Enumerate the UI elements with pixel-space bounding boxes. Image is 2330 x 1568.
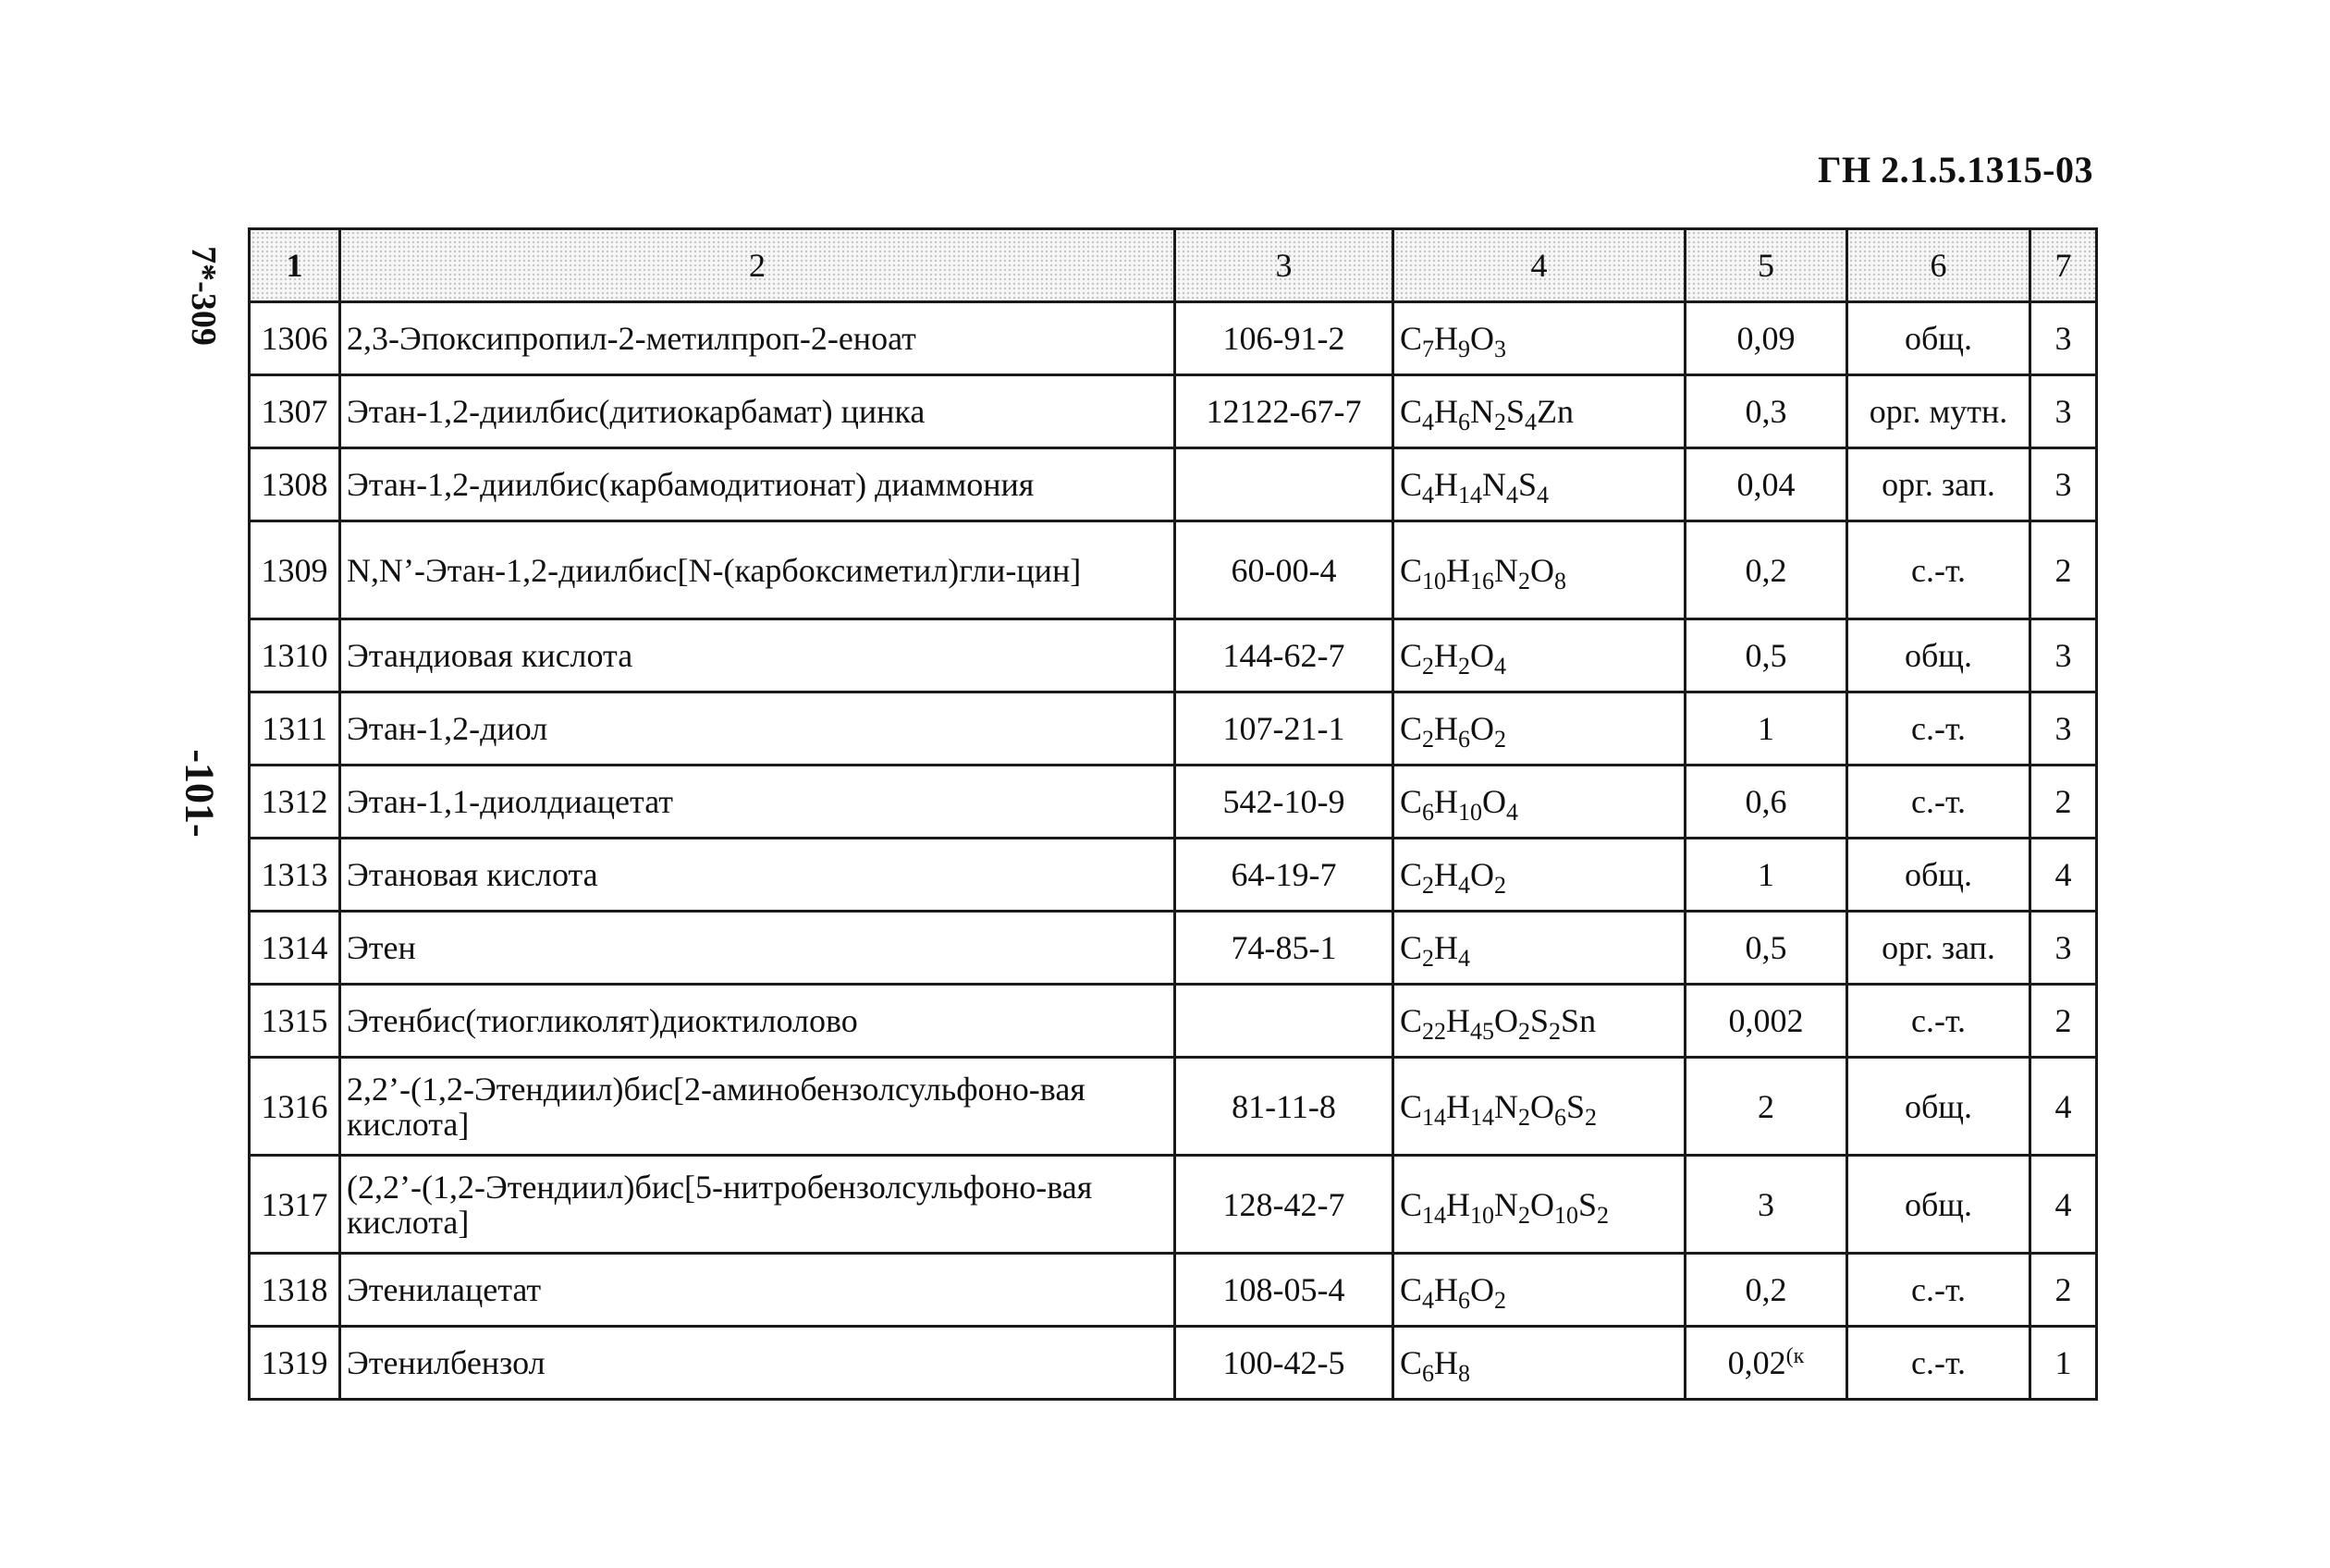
chemical-formula (1393, 985, 1686, 1058)
chemical-formula (1393, 839, 1686, 912)
cas-number: 74-85-1 (1175, 912, 1393, 985)
hazard-class: 3 (2030, 302, 2097, 375)
chemical-formula (1393, 521, 1686, 619)
formula-subscript: 8 (1554, 567, 1567, 594)
formula-element: O (1470, 856, 1495, 893)
formula-subscript: 4 (1422, 409, 1435, 435)
limiting-indicator: орг. зап. (1847, 448, 2030, 521)
formula-element: C (1400, 1344, 1423, 1381)
limiting-indicator: с.-т. (1847, 1327, 2030, 1400)
row-number: 1307 (250, 375, 340, 448)
value-text: 0,5 (1745, 929, 1787, 966)
formula-subscript: 14 (1458, 482, 1483, 508)
formula-subscript: 2 (1585, 1103, 1598, 1131)
cas-number: 81-11-8 (1175, 1058, 1393, 1156)
formula-element: Zn (1537, 393, 1575, 430)
formula-subscript: 2 (1494, 409, 1507, 435)
formula-subscript: 6 (1458, 726, 1471, 753)
cas-number: 542-10-9 (1175, 766, 1393, 839)
substance-name: (2,2’-(1,2-Этендиил)бис[5-нитробензолсульфоно-вая кислота] (340, 1156, 1175, 1254)
column-header: 3 (1175, 229, 1393, 302)
table-header-row (250, 229, 2097, 302)
formula-element: H (1446, 1185, 1471, 1223)
row-number: 1309 (250, 521, 340, 619)
value-text: 1 (1758, 710, 1774, 747)
formula-subscript: 14 (1422, 1103, 1447, 1131)
formula-element: Sn (1561, 1002, 1597, 1039)
formula-element: S (1566, 1087, 1586, 1125)
substance-name: Этан-1,2-диилбис(карбамодитионат) диаммония (340, 448, 1175, 521)
formula-element: N (1470, 393, 1495, 430)
value-text: 0,002 (1728, 1002, 1804, 1039)
formula-element: H (1434, 783, 1459, 820)
value-text: 0,02 (1727, 1344, 1786, 1381)
concentration-value (1686, 521, 1847, 619)
cas-number: 144-62-7 (1175, 619, 1393, 692)
table-row (250, 375, 2097, 448)
side-code: 7*-309 (184, 246, 223, 346)
concentration-value (1686, 692, 1847, 766)
table-row (250, 1058, 2097, 1156)
row-number: 1306 (250, 302, 340, 375)
formula-subscript: 4 (1506, 482, 1519, 508)
formula-element: S (1506, 393, 1526, 430)
column-header: 6 (1847, 229, 2030, 302)
value-text: 2 (1758, 1087, 1774, 1125)
hazard-class: 3 (2030, 375, 2097, 448)
formula-subscript: 4 (1458, 945, 1471, 972)
formula-element: C (1400, 1271, 1423, 1308)
chemical-formula (1393, 619, 1686, 692)
formula-element: O (1530, 1087, 1555, 1125)
formula-element: S (1518, 466, 1538, 503)
concentration-value (1686, 985, 1847, 1058)
formula-subscript: 2 (1494, 1287, 1507, 1314)
table-row (250, 302, 2097, 375)
chemical-formula (1393, 766, 1686, 839)
limiting-indicator: общ. (1847, 839, 2030, 912)
formula-subscript: 4 (1422, 1287, 1435, 1314)
formula-element: S (1578, 1185, 1598, 1223)
substance-name: Этандиовая кислота (340, 619, 1175, 692)
limiting-indicator: общ. (1847, 1058, 2030, 1156)
substance-name: Этан-1,1-диолдиацетат (340, 766, 1175, 839)
table-body (250, 302, 2097, 1400)
cas-number (1175, 985, 1393, 1058)
formula-element: C (1400, 710, 1423, 747)
formula-element: N (1494, 1087, 1519, 1125)
value-text: 0,2 (1745, 551, 1787, 589)
formula-element: C (1400, 393, 1423, 430)
row-number: 1316 (250, 1058, 340, 1156)
limiting-indicator: с.-т. (1847, 692, 2030, 766)
formula-element: C (1400, 320, 1423, 357)
substance-name: Этановая кислота (340, 839, 1175, 912)
limiting-indicator: с.-т. (1847, 766, 2030, 839)
formula-subscript: 2 (1422, 872, 1435, 899)
chemical-formula (1393, 1327, 1686, 1400)
table-row (250, 521, 2097, 619)
formula-element: H (1434, 1344, 1459, 1381)
formula-subscript: 2 (1518, 1201, 1531, 1229)
concentration-value (1686, 1156, 1847, 1254)
concentration-value (1686, 619, 1847, 692)
formula-subscript: 9 (1458, 336, 1471, 362)
formula-subscript: 4 (1422, 482, 1435, 508)
formula-element: H (1446, 1087, 1471, 1125)
substance-name: 2,3-Эпоксипропил-2-метилпроп-2-еноат (340, 302, 1175, 375)
hazard-class: 4 (2030, 1156, 2097, 1254)
table-row (250, 1156, 2097, 1254)
formula-element: H (1434, 1271, 1459, 1308)
chemical-formula (1393, 692, 1686, 766)
formula-subscript: 3 (1494, 336, 1507, 362)
row-number: 1308 (250, 448, 340, 521)
formula-element: C (1400, 856, 1423, 893)
formula-subscript: 2 (1518, 1018, 1531, 1045)
hazard-class: 3 (2030, 448, 2097, 521)
chemical-formula (1393, 1254, 1686, 1327)
formula-subscript: 2 (1597, 1201, 1610, 1229)
page-number: -101- (177, 749, 223, 838)
concentration-value (1686, 375, 1847, 448)
cas-number: 64-19-7 (1175, 839, 1393, 912)
formula-subscript: 2 (1518, 1103, 1531, 1131)
formula-element: O (1470, 710, 1495, 747)
limiting-indicator: общ. (1847, 1156, 2030, 1254)
limiting-indicator: с.-т. (1847, 985, 2030, 1058)
formula-element: N (1494, 551, 1519, 589)
formula-element: O (1494, 1002, 1519, 1039)
formula-element: O (1470, 320, 1495, 357)
formula-subscript: 2 (1518, 567, 1531, 594)
table-row (250, 692, 2097, 766)
value-text: 1 (1758, 856, 1774, 893)
formula-subscript: 2 (1494, 872, 1507, 899)
row-number: 1310 (250, 619, 340, 692)
value-text: 0,5 (1745, 637, 1787, 674)
hazard-class: 2 (2030, 1254, 2097, 1327)
formula-subscript: 4 (1506, 799, 1519, 826)
formula-element: O (1482, 783, 1507, 820)
formula-subscript: 4 (1525, 409, 1538, 435)
hazard-class: 3 (2030, 912, 2097, 985)
formula-element: O (1530, 1185, 1555, 1223)
table-row (250, 985, 2097, 1058)
hazard-class: 1 (2030, 1327, 2097, 1400)
formula-subscript: 10 (1422, 567, 1447, 594)
formula-subscript: 45 (1470, 1018, 1495, 1045)
formula-element: C (1400, 1185, 1423, 1223)
formula-subscript: 14 (1470, 1103, 1495, 1131)
formula-subscript: 8 (1458, 1360, 1471, 1387)
column-header: 1 (250, 229, 340, 302)
substance-name: N,N’-Этан-1,2-диилбис[N-(карбоксиметил)гли-цин] (340, 521, 1175, 619)
formula-subscript: 7 (1422, 336, 1435, 362)
concentration-value (1686, 1327, 1847, 1400)
hazard-class: 2 (2030, 985, 2097, 1058)
formula-element: O (1470, 1271, 1495, 1308)
formula-subscript: 14 (1422, 1201, 1447, 1229)
formula-element: H (1446, 1002, 1471, 1039)
concentration-value (1686, 1254, 1847, 1327)
formula-element: H (1434, 320, 1459, 357)
formula-subscript: 4 (1494, 653, 1507, 680)
formula-element: H (1434, 856, 1459, 893)
row-number: 1311 (250, 692, 340, 766)
concentration-value (1686, 1058, 1847, 1156)
concentration-value (1686, 302, 1847, 375)
substance-name: 2,2’-(1,2-Этендиил)бис[2-аминобензолсульфоно-вая кислота] (340, 1058, 1175, 1156)
formula-element: N (1482, 466, 1507, 503)
substance-name: Этенилбензол (340, 1327, 1175, 1400)
formula-subscript: 4 (1537, 482, 1550, 508)
hazard-class: 2 (2030, 766, 2097, 839)
formula-subscript: 4 (1458, 872, 1471, 899)
substance-name: Этенилацетат (340, 1254, 1175, 1327)
value-text: 3 (1758, 1185, 1774, 1223)
row-number: 1319 (250, 1327, 340, 1400)
hazard-class: 2 (2030, 521, 2097, 619)
formula-element: O (1530, 551, 1555, 589)
formula-element: C (1400, 637, 1423, 674)
column-header: 7 (2030, 229, 2097, 302)
substance-name: Этенбис(тиогликолят)диоктилолово (340, 985, 1175, 1058)
column-header: 4 (1393, 229, 1686, 302)
formula-element: C (1400, 1002, 1423, 1039)
limiting-indicator: общ. (1847, 619, 2030, 692)
value-note: (к (1785, 1344, 1805, 1368)
formula-subscript: 2 (1494, 726, 1507, 753)
formula-subscript: 16 (1470, 567, 1495, 594)
column-header: 5 (1686, 229, 1847, 302)
value-text: 0,09 (1736, 320, 1796, 357)
formula-element: H (1434, 710, 1459, 747)
concentration-value (1686, 448, 1847, 521)
substance-name: Этен (340, 912, 1175, 985)
formula-subscript: 6 (1422, 799, 1435, 826)
formula-subscript: 10 (1458, 799, 1483, 826)
concentration-value (1686, 839, 1847, 912)
table-row (250, 766, 2097, 839)
formula-element: C (1400, 1087, 1423, 1125)
row-number: 1314 (250, 912, 340, 985)
table-row (250, 912, 2097, 985)
column-header: 2 (340, 229, 1175, 302)
limiting-indicator: с.-т. (1847, 521, 2030, 619)
formula-subscript: 2 (1422, 726, 1435, 753)
substances-table (248, 227, 2098, 1401)
formula-element: C (1400, 783, 1423, 820)
row-number: 1318 (250, 1254, 340, 1327)
value-text: 0,3 (1745, 393, 1787, 430)
formula-subscript: 2 (1549, 1018, 1562, 1045)
formula-subscript: 2 (1422, 945, 1435, 972)
document-code: ГН 2.1.5.1315-03 (1818, 149, 2093, 190)
formula-subscript: 6 (1458, 409, 1471, 435)
formula-subscript: 10 (1554, 1201, 1579, 1229)
substance-name: Этан-1,2-диол (340, 692, 1175, 766)
table-row (250, 1254, 2097, 1327)
chemical-formula (1393, 375, 1686, 448)
limiting-indicator: с.-т. (1847, 1254, 2030, 1327)
formula-element: H (1446, 551, 1471, 589)
formula-element: C (1400, 466, 1423, 503)
row-number: 1315 (250, 985, 340, 1058)
cas-number: 107-21-1 (1175, 692, 1393, 766)
formula-subscript: 6 (1458, 1287, 1471, 1314)
cas-number: 128-42-7 (1175, 1156, 1393, 1254)
formula-element: H (1434, 929, 1459, 966)
value-text: 0,6 (1745, 783, 1787, 820)
concentration-value (1686, 766, 1847, 839)
formula-subscript: 22 (1422, 1018, 1447, 1045)
table-row (250, 448, 2097, 521)
hazard-class: 3 (2030, 692, 2097, 766)
formula-subscript: 6 (1554, 1103, 1567, 1131)
formula-element: C (1400, 929, 1423, 966)
formula-element: C (1400, 551, 1423, 589)
substance-name: Этан-1,2-диилбис(дитиокарбамат) цинка (340, 375, 1175, 448)
formula-element: H (1434, 393, 1459, 430)
chemical-formula (1393, 1058, 1686, 1156)
formula-subscript: 10 (1470, 1201, 1495, 1229)
chemical-formula (1393, 1156, 1686, 1254)
row-number: 1317 (250, 1156, 340, 1254)
value-text: 0,04 (1736, 466, 1796, 503)
formula-subscript: 2 (1422, 653, 1435, 680)
chemical-formula (1393, 912, 1686, 985)
chemical-formula (1393, 448, 1686, 521)
hazard-class: 3 (2030, 619, 2097, 692)
cas-number (1175, 448, 1393, 521)
limiting-indicator: орг. зап. (1847, 912, 2030, 985)
formula-element: H (1434, 466, 1459, 503)
cas-number: 108-05-4 (1175, 1254, 1393, 1327)
limiting-indicator: общ. (1847, 302, 2030, 375)
row-number: 1313 (250, 839, 340, 912)
formula-element: H (1434, 637, 1459, 674)
concentration-value (1686, 912, 1847, 985)
table-row (250, 839, 2097, 912)
hazard-class: 4 (2030, 839, 2097, 912)
row-number: 1312 (250, 766, 340, 839)
cas-number: 100-42-5 (1175, 1327, 1393, 1400)
cas-number: 60-00-4 (1175, 521, 1393, 619)
value-text: 0,2 (1745, 1271, 1787, 1308)
limiting-indicator: орг. мутн. (1847, 375, 2030, 448)
formula-element: S (1530, 1002, 1550, 1039)
formula-subscript: 2 (1458, 653, 1471, 680)
formula-subscript: 6 (1422, 1360, 1435, 1387)
formula-element: O (1470, 637, 1495, 674)
cas-number: 12122-67-7 (1175, 375, 1393, 448)
table-row (250, 1327, 2097, 1400)
chemical-formula (1393, 302, 1686, 375)
cas-number: 106-91-2 (1175, 302, 1393, 375)
table-row (250, 619, 2097, 692)
formula-element: N (1494, 1185, 1519, 1223)
hazard-class: 4 (2030, 1058, 2097, 1156)
